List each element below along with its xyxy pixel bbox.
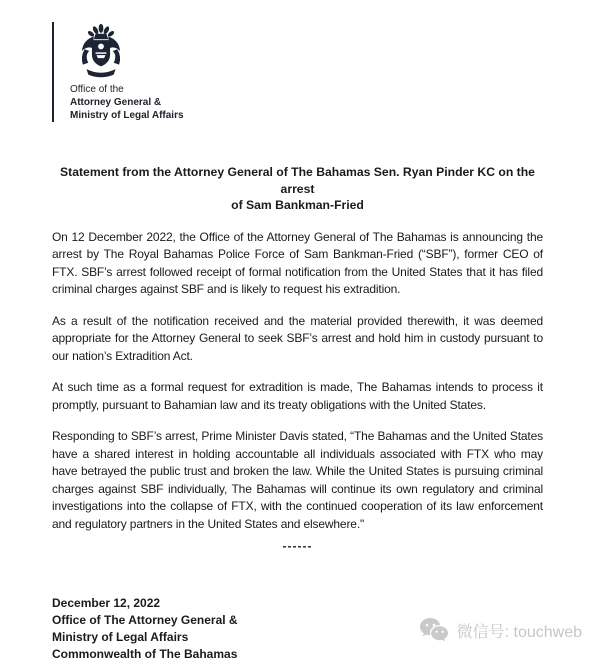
letterhead-attorney-general-line: Attorney General & bbox=[70, 97, 162, 108]
signature-ministry: Ministry of Legal Affairs bbox=[52, 630, 189, 644]
letterhead-content bbox=[70, 22, 184, 122]
letterhead-rule bbox=[52, 22, 54, 122]
wechat-id-label: 微信号: touchweb bbox=[456, 624, 582, 641]
wechat-watermark bbox=[419, 617, 582, 644]
paragraph-announcement: On 12 December 2022, the Office of the Attorney General of The Bahamas is announcing the arrest by The Royal Bahamas Police Force of Sam Bankman-Fried (“SBF”), former CEO of FTX. SBF’s arrest followed receipt of formal notification from the United States that it has filed criminal charges against SBF and is likely to request his extradition. bbox=[52, 229, 543, 296]
paragraph-custody: As a result of the notification received and the material provided therewith, it was deemed appropriate for the Attorney General to seek SBF’s arrest and hold him in custody pursuant to our nation’s Extradition Act. bbox=[52, 313, 543, 363]
bahamas-coat-of-arms-icon bbox=[72, 22, 130, 80]
paragraph-extradition-process: At such time as a formal request for extradition is made, The Bahamas intends to process it promptly, pursuant to Bahamian law and its treaty obligations with the United States. bbox=[52, 380, 543, 412]
statement-title-line-1: Statement from the Attorney General of The Bahamas Sen. Ryan Pinder KC on the arrest bbox=[60, 165, 535, 196]
letterhead-ministry-line: Ministry of Legal Affairs bbox=[70, 110, 184, 121]
letterhead bbox=[52, 22, 543, 122]
letterhead-text bbox=[70, 83, 184, 122]
statement-body bbox=[52, 229, 543, 534]
statement-title-line-2: of Sam Bankman-Fried bbox=[231, 198, 364, 212]
end-divider: ------ bbox=[282, 539, 313, 553]
statement-title bbox=[52, 164, 543, 214]
signature-date: December 12, 2022 bbox=[52, 596, 161, 610]
signature-office: Office of The Attorney General & bbox=[52, 613, 238, 627]
letterhead-office-line: Office of the bbox=[70, 84, 124, 95]
wechat-icon bbox=[419, 617, 449, 644]
signature-commonwealth: Commonwealth of The Bahamas bbox=[52, 647, 238, 661]
paragraph-pm-quote: Responding to SBF’s arrest, Prime Minister Davis stated, “The Bahamas and the United States have a shared interest in holding accountable all individuals associated with FTX who may have betrayed the public trust and broken the law. While the United States is pursuing criminal charges against SBF individually, The Bahamas will continue its own regulatory and criminal investigations into the collapse of FTX, with the continued cooperation of its law enforcement and regulatory partners in the United States and elsewhere." bbox=[52, 429, 543, 531]
